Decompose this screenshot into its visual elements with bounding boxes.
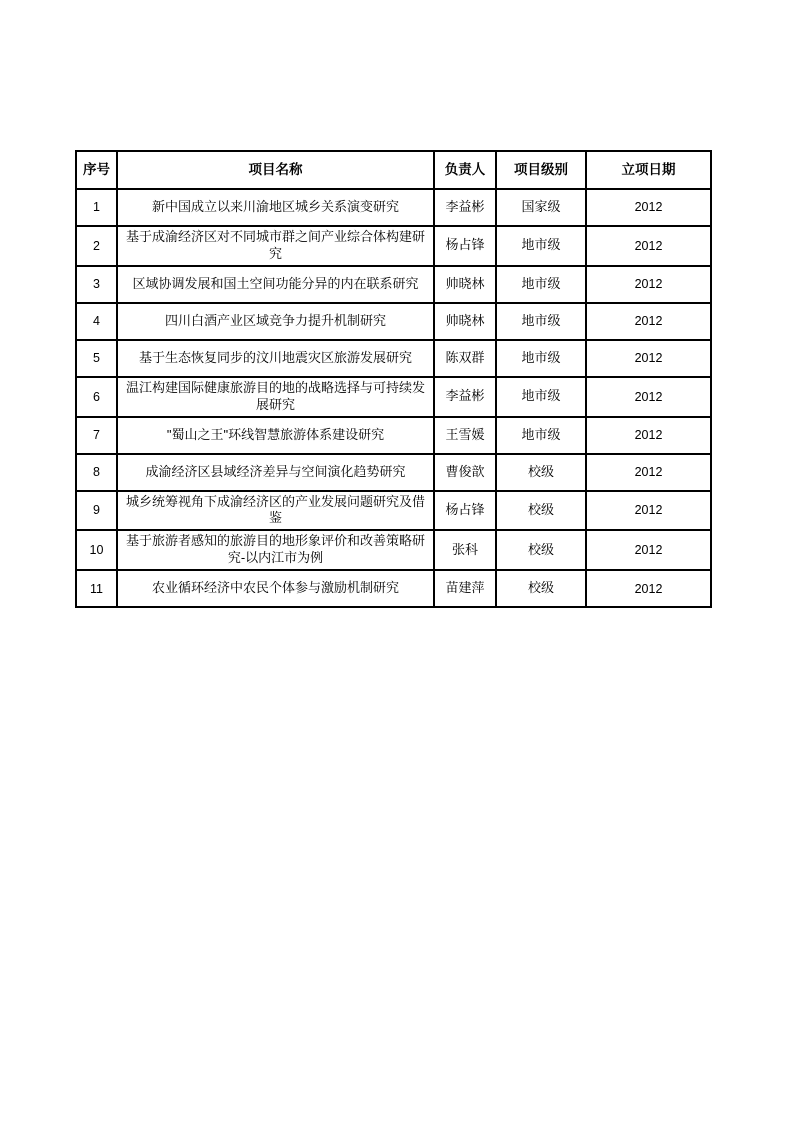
cell-leader: 王雪媛 bbox=[434, 417, 496, 454]
cell-seq: 5 bbox=[76, 340, 117, 377]
cell-seq: 9 bbox=[76, 491, 117, 531]
cell-leader: 杨占锋 bbox=[434, 226, 496, 266]
table-header bbox=[76, 151, 711, 189]
cell-seq: 8 bbox=[76, 454, 117, 491]
cell-leader: 张科 bbox=[434, 530, 496, 570]
cell-date: 2012 bbox=[586, 377, 711, 417]
header-seq: 序号 bbox=[76, 151, 117, 189]
cell-level: 地市级 bbox=[496, 377, 586, 417]
cell-project-name: 基于成渝经济区对不同城市群之间产业综合体构建研究 bbox=[117, 226, 434, 266]
cell-leader: 帅晓林 bbox=[434, 303, 496, 340]
table-row bbox=[76, 303, 711, 340]
cell-seq: 11 bbox=[76, 570, 117, 607]
table-row bbox=[76, 226, 711, 266]
cell-level: 地市级 bbox=[496, 417, 586, 454]
cell-project-name: 区域协调发展和国土空间功能分异的内在联系研究 bbox=[117, 266, 434, 303]
table-row bbox=[76, 377, 711, 417]
cell-level: 国家级 bbox=[496, 189, 586, 226]
table-row bbox=[76, 340, 711, 377]
cell-level: 地市级 bbox=[496, 303, 586, 340]
cell-leader: 陈双群 bbox=[434, 340, 496, 377]
cell-leader: 曹俊歆 bbox=[434, 454, 496, 491]
header-date: 立项日期 bbox=[586, 151, 711, 189]
cell-date: 2012 bbox=[586, 530, 711, 570]
cell-project-name: 四川白酒产业区域竞争力提升机制研究 bbox=[117, 303, 434, 340]
cell-project-name: 基于旅游者感知的旅游目的地形象评价和改善策略研究-以内江市为例 bbox=[117, 530, 434, 570]
cell-project-name: 城乡统筹视角下成渝经济区的产业发展问题研究及借鉴 bbox=[117, 491, 434, 531]
cell-date: 2012 bbox=[586, 189, 711, 226]
cell-leader: 李益彬 bbox=[434, 377, 496, 417]
cell-level: 校级 bbox=[496, 491, 586, 531]
cell-project-name: 基于生态恢复同步的汶川地震灾区旅游发展研究 bbox=[117, 340, 434, 377]
table-row bbox=[76, 189, 711, 226]
table-row bbox=[76, 417, 711, 454]
cell-seq: 7 bbox=[76, 417, 117, 454]
cell-leader: 杨占锋 bbox=[434, 491, 496, 531]
cell-project-name: 温江构建国际健康旅游目的地的战略选择与可持续发展研究 bbox=[117, 377, 434, 417]
cell-level: 地市级 bbox=[496, 266, 586, 303]
header-level: 项目级别 bbox=[496, 151, 586, 189]
table-row bbox=[76, 454, 711, 491]
cell-seq: 3 bbox=[76, 266, 117, 303]
cell-seq: 4 bbox=[76, 303, 117, 340]
table-row bbox=[76, 570, 711, 607]
cell-level: 校级 bbox=[496, 454, 586, 491]
cell-date: 2012 bbox=[586, 570, 711, 607]
cell-seq: 1 bbox=[76, 189, 117, 226]
cell-leader: 苗建萍 bbox=[434, 570, 496, 607]
cell-seq: 10 bbox=[76, 530, 117, 570]
table-row bbox=[76, 491, 711, 531]
cell-seq: 6 bbox=[76, 377, 117, 417]
cell-project-name: 成渝经济区县域经济差异与空间演化趋势研究 bbox=[117, 454, 434, 491]
cell-date: 2012 bbox=[586, 226, 711, 266]
cell-leader: 帅晓林 bbox=[434, 266, 496, 303]
cell-date: 2012 bbox=[586, 417, 711, 454]
table-body bbox=[76, 189, 711, 607]
cell-date: 2012 bbox=[586, 303, 711, 340]
cell-level: 地市级 bbox=[496, 340, 586, 377]
cell-level: 校级 bbox=[496, 530, 586, 570]
cell-date: 2012 bbox=[586, 491, 711, 531]
cell-date: 2012 bbox=[586, 454, 711, 491]
cell-leader: 李益彬 bbox=[434, 189, 496, 226]
header-leader: 负责人 bbox=[434, 151, 496, 189]
table-row bbox=[76, 266, 711, 303]
cell-seq: 2 bbox=[76, 226, 117, 266]
projects-table bbox=[75, 150, 712, 608]
table-row bbox=[76, 530, 711, 570]
header-project-name: 项目名称 bbox=[117, 151, 434, 189]
cell-level: 校级 bbox=[496, 570, 586, 607]
cell-date: 2012 bbox=[586, 266, 711, 303]
cell-level: 地市级 bbox=[496, 226, 586, 266]
cell-date: 2012 bbox=[586, 340, 711, 377]
cell-project-name: 新中国成立以来川渝地区城乡关系演变研究 bbox=[117, 189, 434, 226]
cell-project-name: 农业循环经济中农民个体参与激励机制研究 bbox=[117, 570, 434, 607]
cell-project-name: "蜀山之王"环线智慧旅游体系建设研究 bbox=[117, 417, 434, 454]
header-row bbox=[76, 151, 711, 189]
